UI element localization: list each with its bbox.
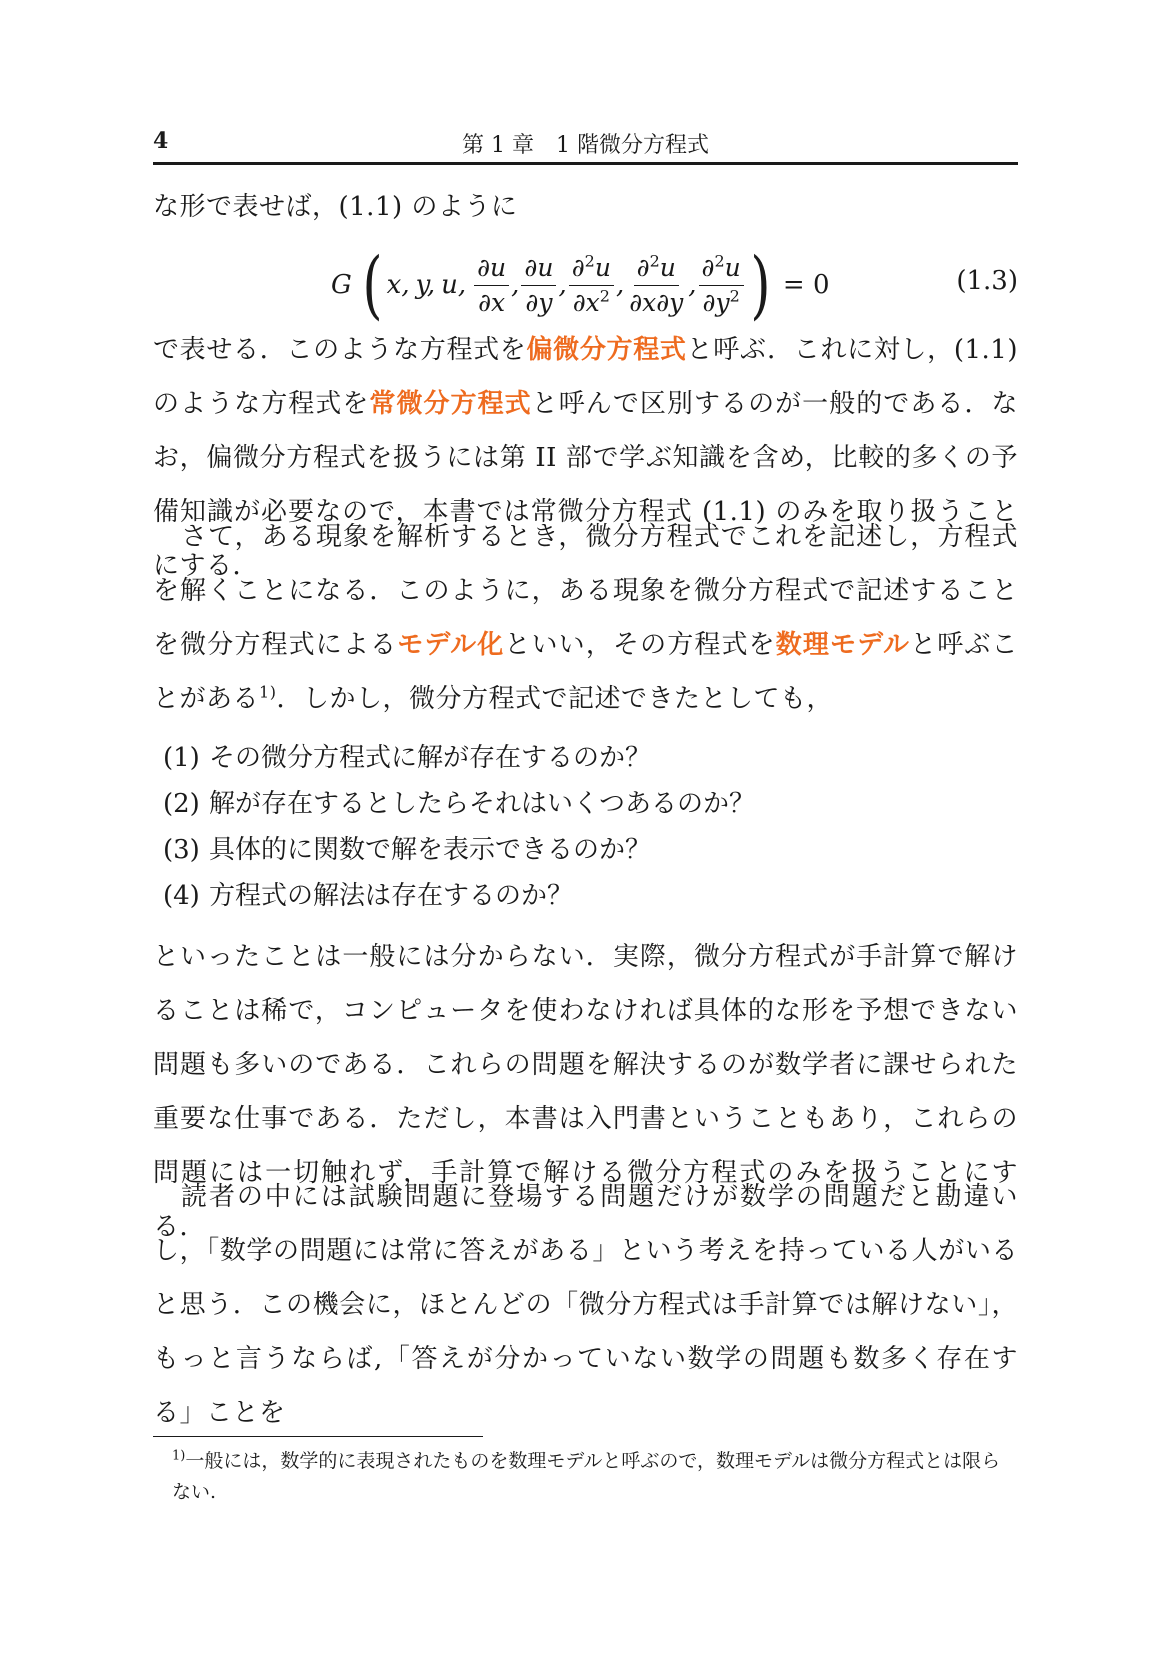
list-item — [163, 781, 1018, 827]
footnote — [172, 1446, 1018, 1508]
equation-number: (1.3) — [956, 266, 1018, 296]
intro-line: な形で表せば，(1.1) のように — [153, 192, 518, 222]
list-number: (4) — [163, 881, 200, 911]
para2-text-3: と呼ぶことがある — [153, 630, 1018, 714]
running-title: 第 1 章 1 階微分方程式 — [462, 133, 709, 158]
para1-text-2: と呼ぶ．これに対し，(1.1) のような方程式を — [153, 335, 1018, 419]
term-math-model: 数理モデル — [775, 630, 911, 660]
para2-text-1: さて，ある現象を解析するとき，微分方程式でこれを記述し，方程式を解くことになる．このように，ある現象を微分方程式で記述することを微分方程式による — [153, 522, 1018, 660]
list-item — [163, 735, 1018, 781]
term-ordinary-de: 常微分方程式 — [369, 389, 532, 419]
paragraph-2 — [153, 510, 1018, 726]
page-number: 4 — [153, 128, 169, 154]
footnote-mark: 1) — [172, 1448, 186, 1464]
term-partial-de: 偏微分方程式 — [526, 335, 687, 365]
list-item — [163, 873, 1018, 919]
para2-text-2: といい，その方程式を — [504, 630, 776, 660]
footnote-rule — [153, 1436, 483, 1437]
equation-1-3 — [153, 240, 1018, 330]
page-header — [153, 128, 1018, 165]
question-list — [163, 735, 1018, 919]
list-number: (1) — [163, 743, 200, 773]
para1-text-3: と呼んで区別するのが一般的である．なお，偏微分方程式を扱うには第 II 部で学ぶ知識を含め，比較的多くの予備知識が必要なので，本書では常微分方程式 (1.1) のみを取り扱うことにする． — [153, 389, 1018, 581]
list-number: (2) — [163, 789, 200, 819]
paragraph-4: 読者の中には試験問題に登場する問題だけが数学の問題だと勘違いし，「数学の問題には常に答えがある」という考えを持っている人がいると思う．この機会に，ほとんどの「微分方程式は手計算では解けない」，もっと言うならば,「答えが分かっていない数学の問題も数多く存在する」ことを — [153, 1182, 1018, 1428]
list-text: その微分方程式に解が存在するのか？ — [209, 743, 652, 773]
footnote-text: 一般には，数学的に表現されたものを数理モデルと呼ぶので，数理モデルは微分方程式とは限らない. — [172, 1450, 1001, 1503]
list-number: (3) — [163, 835, 200, 865]
paragraph-3: といったことは一般には分からない．実際，微分方程式が手計算で解けることは稀で，コンピュータを使わなければ具体的な形を予想できない問題も多いのである．これらの問題を解決するのが数学者に課せられた重要な仕事である．ただし，本書は入門書ということもあり，これらの問題には一切触れず，手計算で解ける微分方程式のみを扱うことにする． — [153, 942, 1018, 1242]
para2-text-4: ．しかし，微分方程式で記述できたとしても， — [276, 684, 833, 714]
footnote-mark: 1) — [259, 682, 277, 702]
para1-text-1: で表せる．このような方程式を — [153, 335, 527, 365]
equation-body: G ( x, y, u, $\frac{\partial u}{\partial x}$ , $\frac{\partial u}{\partial y}$ , $\frac{\partial^2u}{\partial x^2}$ , $\frac{\partial^2u}{\partial x\partial y}$ , $\frac{\partial^2u}{\partial y^2}$ ) = 0 — [331, 242, 830, 328]
list-text: 具体的に関数で解を表示できるのか？ — [209, 835, 652, 865]
term-modeling: モデル化 — [397, 630, 505, 660]
list-text: 方程式の解法は存在するのか？ — [209, 881, 574, 911]
list-text: 解が存在するとしたらそれはいくつあるのか？ — [209, 789, 756, 819]
list-item — [163, 827, 1018, 873]
